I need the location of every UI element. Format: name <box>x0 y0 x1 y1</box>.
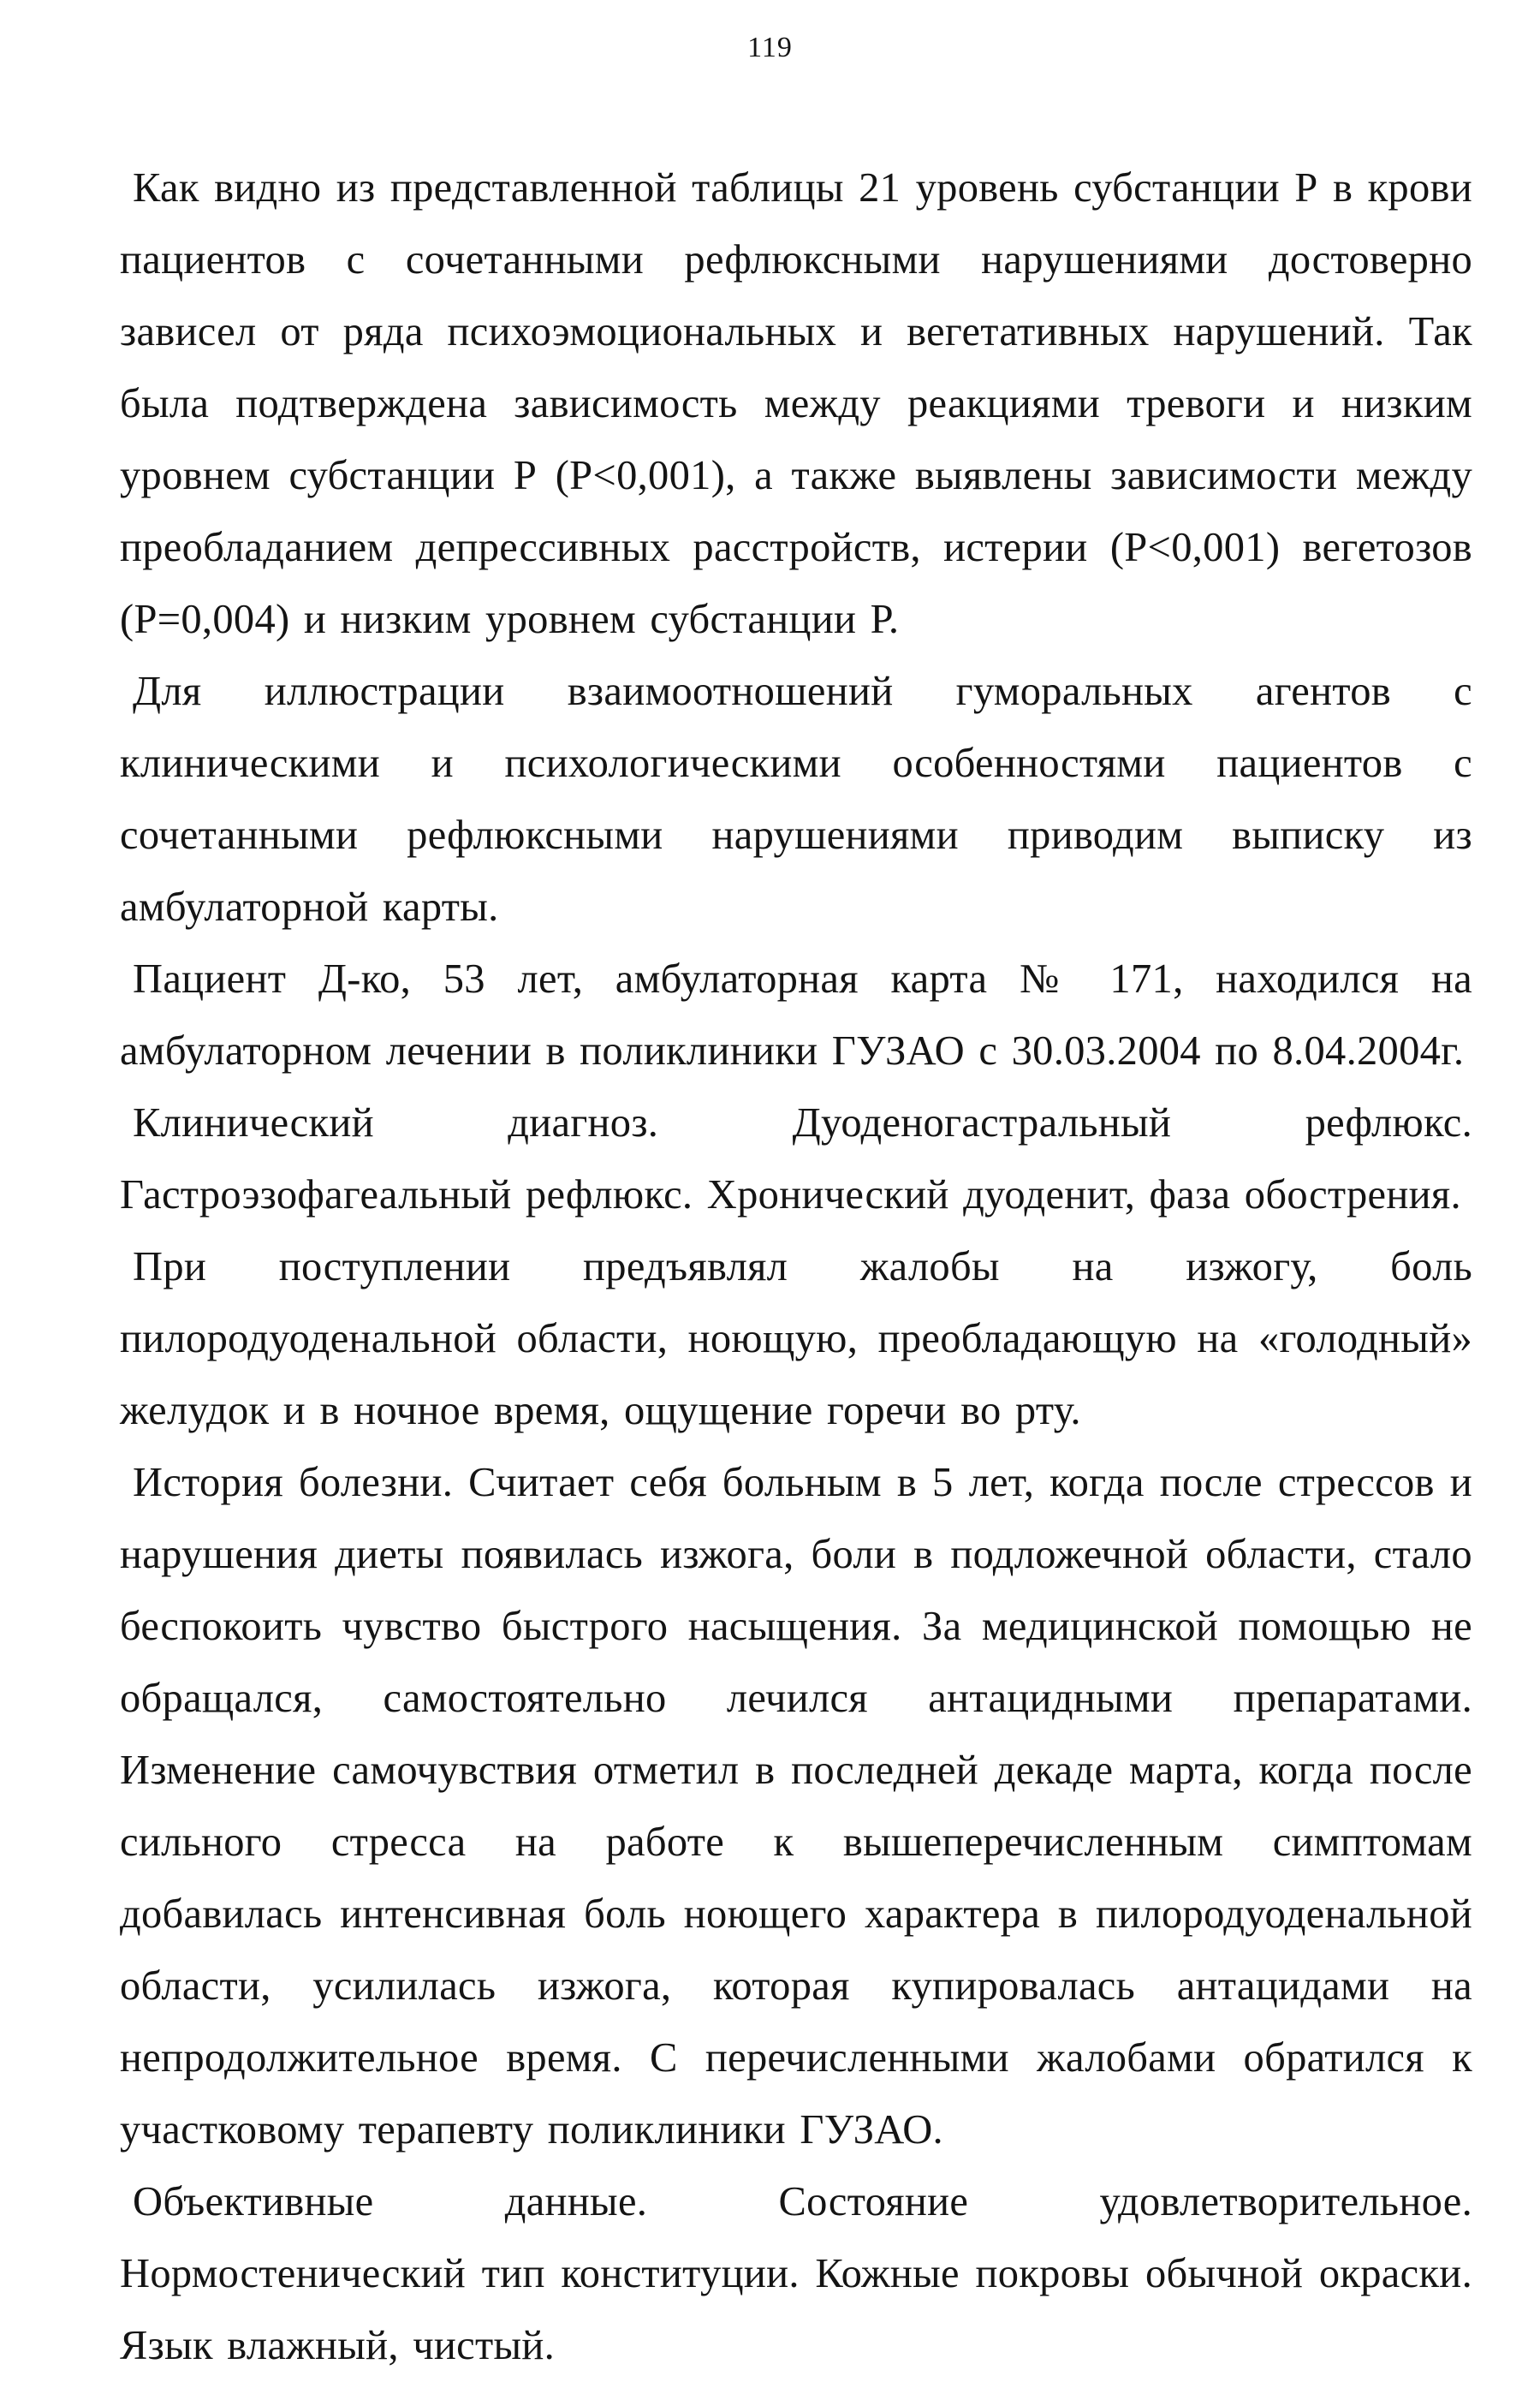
paragraph-illustration-intro: Для иллюстрации взаимоотношений гуморальных агентов с клиническими и психологическими особенностями пациентов с сочетанными рефлюксными нарушениями приводим выписку из амбулаторной карты. <box>120 669 1472 930</box>
paragraph-complaints: При поступлении предъявлял жалобы на изжогу, боль пилородуоденальной области, ноющую, преобладающую на «голодный» желудок и в ночное время, ощущение горечи во рту. <box>120 1244 1472 1433</box>
body-text <box>120 152 1472 2382</box>
page-number: 119 <box>747 32 793 63</box>
paragraph-patient-info: Пациент Д-ко, 53 лет, амбулаторная карта № 171, находился на амбулаторном лечении в поликлиники ГУЗАО с 30.03.2004 по 8.04.2004г. <box>120 956 1472 1074</box>
paragraph-clinical-diagnosis: Клинический диагноз. Дуоденогастральный рефлюкс. Гастроэзофагеальный рефлюкс. Хронический дуоденит, фаза обострения. <box>120 1100 1472 1218</box>
paragraph-objective-data: Объективные данные. Состояние удовлетворительное. Нормостенический тип конституции. Кожные покровы обычной окраски. Язык влажный, чистый. <box>120 2179 1472 2368</box>
paragraph-substance-p-results: Как видно из представленной таблицы 21 уровень субстанции Р в крови пациентов с сочетанными рефлюксными нарушениями достоверно зависел от ряда психоэмоциональных и вегетативных нарушений. Так была подтверждена зависимость между реакциями тревоги и низким уровнем субстанции Р (Р<0,001), а также выявлены зависимости между преобладанием депрессивных расстройств, истерии (Р<0,001) вегетозов (Р=0,004) и низким уровнем субстанции Р. <box>120 165 1472 642</box>
paragraph-medical-history: История болезни. Считает себя больным в 5 лет, когда после стрессов и нарушения диеты появилась изжога, боли в подложечной области, стало беспокоить чувство быстрого насыщения. За медицинской помощью не обращался, самостоятельно лечился антацидными препаратами. Изменение самочувствия отметил в последней декаде марта, когда после сильного стресса на работе к вышеперечисленным симптомам добавилась интенсивная боль ноющего характера в пилородуоденальной области, усилилась изжога, которая купировалась антацидами на непродолжительное время. С перечисленными жалобами обратился к участковому терапевту поликлиники ГУЗАО. <box>120 1460 1472 2153</box>
